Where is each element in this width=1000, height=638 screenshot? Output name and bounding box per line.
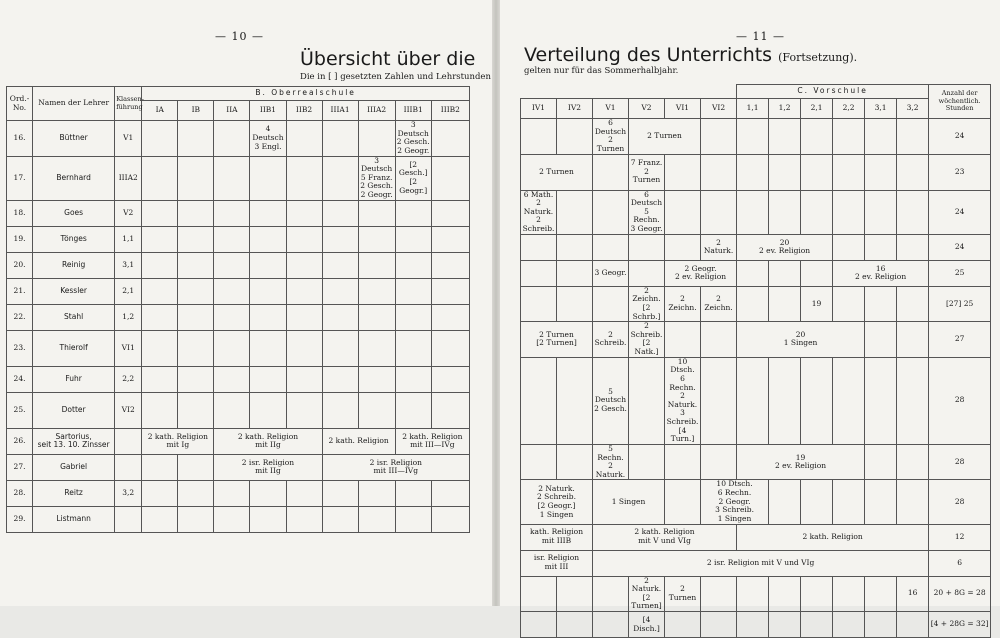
col-header: 3,1 (865, 99, 897, 119)
teacher-name: Stahl (33, 304, 115, 330)
table-row (521, 234, 991, 260)
teacher-name: Fuhr (33, 366, 115, 392)
table-row (521, 576, 991, 612)
religion-group-cell: isr. Religion mit III (521, 550, 593, 576)
left-page (0, 0, 492, 606)
lesson-cell: 2 Schreib. (593, 322, 629, 358)
lesson-cell: 3 Geogr. (593, 260, 629, 286)
table-row (7, 304, 470, 330)
lesson-cell: 7 Franz. 2 Turnen (629, 154, 665, 190)
col-header: IIIB1 (395, 101, 431, 121)
table-row (7, 506, 470, 532)
table-row (7, 121, 470, 157)
table-row (521, 260, 991, 286)
religion-group-cell: 16 2 ev. Religion (833, 260, 929, 286)
teacher-table-left (6, 86, 470, 533)
klasse-cell: 2,1 (115, 278, 142, 304)
right-page (500, 0, 1000, 633)
row-number: 28. (7, 480, 33, 506)
teacher-name: Thierolf (33, 330, 115, 366)
klasse-cell: 2,2 (115, 366, 142, 392)
religion-group-cell: 2 kath. Religion mit III—IVg (395, 428, 469, 454)
col-header: VI2 (701, 99, 737, 119)
row-number: 23. (7, 330, 33, 366)
lesson-cell: [2 Gesch.] [2 Geogr.] (395, 156, 431, 200)
lesson-cell: 2 Turnen (521, 154, 593, 190)
page-title-right (524, 44, 857, 66)
table-row (7, 156, 470, 200)
klasse-cell: 1,1 (115, 226, 142, 252)
lesson-cell: 1 Singen (593, 480, 665, 524)
total-hours: 12 (929, 524, 991, 550)
religion-group-cell: 2 isr. Religion mit IIg (214, 454, 322, 480)
row-number: 25. (7, 392, 33, 428)
lesson-cell: 5 Deutsch 2 Gesch. (593, 357, 629, 444)
teacher-name: Listmann (33, 506, 115, 532)
col-header: IV2 (557, 99, 593, 119)
religion-group-cell: 20 2 ev. Religion (737, 234, 833, 260)
lesson-cell: [4 Disch.] (629, 612, 665, 638)
klasse-cell: VI2 (115, 392, 142, 428)
lesson-cell: 10 Dtsch. 6 Rechn. 2 Geogr. 3 Schreib. 1 Singen (701, 480, 769, 524)
table-row (7, 252, 470, 278)
religion-group-cell: 2 isr. Religion mit V und VIg (593, 550, 929, 576)
table-row (521, 550, 991, 576)
religion-group-cell: 20 1 Singen (737, 322, 865, 358)
table-row (7, 480, 470, 506)
lesson-cell: 2 Zeichn. (701, 286, 737, 322)
header-ord: Ord.-No. (7, 87, 33, 121)
klasse-cell: IIIA2 (115, 156, 142, 200)
lesson-cell: 2 Naturk. 2 Schreib. [2 Geogr.] 1 Singen (521, 480, 593, 524)
header-total: Anzahl der wöchentlich. Stunden (929, 85, 991, 119)
lesson-cell: 2 Turnen (629, 119, 701, 155)
klasse-cell: 3,1 (115, 252, 142, 278)
page-subtitle-right: gelten nur für das Sommerhalbjahr. (524, 66, 679, 76)
table-row (521, 190, 991, 234)
lesson-cell: 3 Deutsch 2 Gesch. 2 Geogr. (396, 120, 430, 155)
teacher-name: Büttner (33, 121, 115, 157)
klasse-cell (115, 506, 142, 532)
religion-group-cell: 2 kath. Religion (322, 428, 395, 454)
klasse-cell: VI1 (115, 330, 142, 366)
total-hours: 25 (929, 260, 991, 286)
col-header: V1 (593, 99, 629, 119)
teacher-name: Sartorius, seit 13. 10. Zinsser (33, 428, 115, 454)
religion-group-cell: 2 kath. Religion mit Ig (142, 428, 214, 454)
col-header: IIIA1 (322, 101, 358, 121)
row-number: 29. (7, 506, 33, 532)
col-header: 2,2 (833, 99, 865, 119)
teacher-name: Tönges (33, 226, 115, 252)
col-header: 1,1 (737, 99, 769, 119)
col-header: IIB1 (250, 101, 286, 121)
col-header: 2,1 (801, 99, 833, 119)
klasse-cell: 3,2 (115, 480, 142, 506)
table-row (7, 330, 470, 366)
table-row (7, 392, 470, 428)
col-header: IIA (214, 101, 250, 121)
section-band-oberrealschule: B. Oberrealschule (142, 87, 470, 101)
section-band-vorschule: C. Vorschule (737, 85, 929, 99)
page-number-left: — 10 — (215, 30, 264, 43)
table-row (521, 612, 991, 638)
lesson-cell: 6 Deutsch 2 Turnen (593, 119, 629, 155)
lesson-cell: 2 Geogr. 2 ev. Religion (665, 260, 737, 286)
row-number: 26. (7, 428, 33, 454)
lesson-cell: 5 Rechn. 2 Naturk. (593, 444, 629, 480)
teacher-name: Reitz (33, 480, 115, 506)
row-number: 18. (7, 200, 33, 226)
total-hours: 27 (929, 322, 991, 358)
teacher-name: Bernhard (33, 156, 115, 200)
col-header: VI1 (665, 99, 701, 119)
religion-group-cell: 2 kath. Religion (737, 524, 929, 550)
teacher-name: Kessler (33, 278, 115, 304)
header-klasse: Klassen-führung (115, 87, 142, 121)
row-number: 24. (7, 366, 33, 392)
row-number: 17. (7, 156, 33, 200)
lesson-cell: 2 Naturk. (701, 234, 737, 260)
total-hours: 24 (929, 190, 991, 234)
lesson-cell: 6 Deutsch 5 Rechn. 3 Geogr. (630, 189, 663, 233)
page-subtitle-left: Die in [ ] gesetzten Zahlen und Lehrstunden (300, 72, 491, 82)
table-row (521, 524, 991, 550)
row-number: 20. (7, 252, 33, 278)
book-gutter (492, 0, 500, 606)
table-row (7, 200, 470, 226)
klasse-cell: V2 (115, 200, 142, 226)
table-row (521, 480, 991, 524)
lesson-cell: 2 Schreib. [2 Natk.] (629, 322, 665, 358)
lesson-cell: 2 Zeichn. (665, 286, 701, 322)
total-hours: 24 (929, 234, 991, 260)
teacher-name: Goes (33, 200, 115, 226)
col-header: IIIB2 (431, 101, 469, 121)
header-name: Namen der Lehrer (33, 87, 115, 121)
teacher-name: Gabriel (33, 454, 115, 480)
col-header: 1,2 (769, 99, 801, 119)
teacher-name: Dotter (33, 392, 115, 428)
table-row (521, 444, 991, 480)
total-hours: 28 (929, 480, 991, 524)
page-number-right: — 11 — (736, 30, 785, 43)
total-hours: 6 (929, 550, 991, 576)
row-number: 21. (7, 278, 33, 304)
lesson-cell: 2 Zeichn. [2 Schrb.] (629, 286, 665, 322)
religion-group-cell: 19 2 ev. Religion (737, 444, 865, 480)
lesson-cell: 16 (897, 576, 929, 612)
table-row (521, 286, 991, 322)
klasse-cell: 1,2 (115, 304, 142, 330)
teacher-table-right (520, 84, 991, 638)
total-hours: 24 (929, 119, 991, 155)
religion-group-cell: kath. Religion mit IIIB (521, 524, 593, 550)
col-header: IA (142, 101, 178, 121)
table-row (521, 154, 991, 190)
row-number: 27. (7, 454, 33, 480)
total-hours: 20 + 8G = 28 (929, 576, 991, 612)
klasse-cell (115, 454, 142, 480)
lesson-cell: 2 Naturk. [2 Turnen] (629, 576, 665, 612)
total-hours: 28 (929, 357, 991, 444)
total-hours: 28 (929, 444, 991, 480)
row-number: 16. (7, 121, 33, 157)
table-row (7, 454, 470, 480)
row-number: 22. (7, 304, 33, 330)
row-number: 19. (7, 226, 33, 252)
lesson-cell: 6 Math. 2 Naturk. 2 Schreib. (521, 190, 557, 234)
total-hours: [27] 25 (929, 286, 991, 322)
col-header: IIIA2 (358, 101, 395, 121)
table-row (7, 278, 470, 304)
klasse-cell (115, 428, 142, 454)
page-title-left: Übersicht über die (300, 48, 476, 70)
table-row (7, 428, 470, 454)
klasse-cell: V1 (115, 121, 142, 157)
lesson-cell: 4 Deutsch 3 Engl. (250, 121, 286, 157)
page-title-main: Verteilung des Unterrichts (524, 44, 773, 66)
religion-group-cell: 2 kath. Religion mit V und VIg (593, 524, 737, 550)
col-header: V2 (629, 99, 665, 119)
total-hours: [4 + 28G = 32] (929, 612, 991, 638)
total-hours: 23 (929, 154, 991, 190)
col-header: 3,2 (897, 99, 929, 119)
table-row (521, 119, 991, 155)
lesson-cell: 10 Dtsch. 6 Rechn. 2 Naturk. 3 Schreib. [4 Turn.] (665, 357, 701, 444)
table-row (7, 226, 470, 252)
lesson-cell: 2 Turnen (665, 576, 701, 612)
table-row (521, 322, 991, 358)
teacher-name: Reinig (33, 252, 115, 278)
col-header: IV1 (521, 99, 557, 119)
table-row (7, 366, 470, 392)
page-title-suffix: (Fortsetzung). (778, 51, 858, 64)
religion-group-cell: 2 kath. Religion mit IIg (214, 428, 322, 454)
col-header: IB (178, 101, 214, 121)
col-header: IIB2 (286, 101, 322, 121)
lesson-cell: 19 (801, 286, 833, 322)
lesson-cell: 2 Turnen [2 Turnen] (521, 322, 593, 358)
table-row (521, 357, 991, 444)
lesson-cell: 3 Deutsch 5 Franz. 2 Gesch. 2 Geogr. (358, 156, 395, 200)
religion-group-cell: 2 isr. Religion mit III—IVg (322, 454, 469, 480)
